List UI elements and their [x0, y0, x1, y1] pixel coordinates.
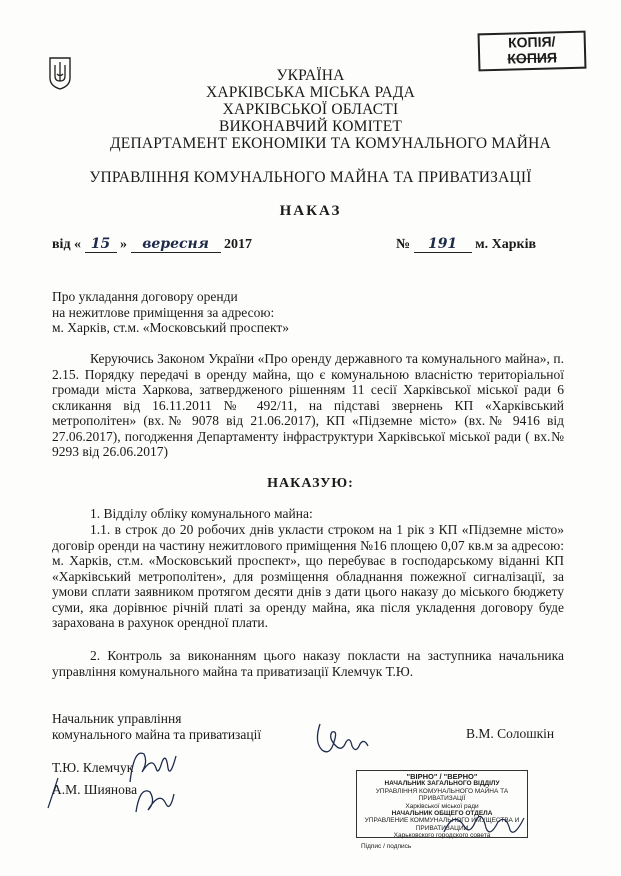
date-day: 15	[85, 236, 117, 253]
header-committee: ВИКОНАВЧИЙ КОМІТЕТ	[218, 118, 403, 135]
order-city: м. Харків	[475, 237, 537, 252]
signatory-title-line2: комунального майна та приватизації	[52, 727, 262, 742]
verify-stamp-line1: "ВІРНО" / "ВЕРНО"	[406, 772, 478, 781]
verify-stamp-line5: НАЧАЛЬНИК ОБЩЕГО ОТДЕЛА	[391, 810, 493, 818]
signatory-name: В.М. Солошкін	[466, 726, 555, 741]
copy-stamp-line1: КОПІЯ/	[507, 33, 556, 51]
subject-line1: Про укладання договору оренди	[52, 289, 238, 304]
director-signature	[312, 716, 372, 760]
header-council: ХАРКІВСЬКА МІСЬКА РАДА	[205, 84, 416, 101]
approval-name-1: Т.Ю. Клемчук	[52, 760, 134, 775]
verify-stamp-line4: Харківської міської ради	[405, 802, 479, 810]
order-number-line	[396, 236, 536, 253]
signatory-title	[52, 711, 261, 743]
copy-stamp-line2: КОПИЯ	[507, 49, 558, 67]
order-title: НАКАЗ	[279, 203, 342, 219]
signatory-title-line1: Начальник управління	[52, 711, 182, 726]
order-number: 191	[414, 236, 472, 253]
verify-stamp-line3: УПРАВЛІННЯ КОМУНАЛЬНОГО МАЙНА ТА ПРИВАТИЗАЦІЇ	[375, 787, 509, 803]
verify-stamp-line6: УПРАВЛЕНИЕ КОММУНАЛЬНОГО ИМУЩЕСТВА И ПРИВАТИЗАЦИИ	[364, 817, 520, 832]
item-1: 1. Відділу обліку комунального майна:	[90, 506, 313, 521]
order-subject	[52, 289, 289, 336]
subject-line3: м. Харків, ст.м. «Московський проспект»	[52, 320, 290, 335]
item-1-1: 1.1. в строк до 20 робочих днів укласти строком на 1 рік з КП «Підземне місто» договір оренди на частину нежитлового приміщення №16 площею 0,07 кв.м за адресою: м. Харків, ст.м. «Московський проспект», що перебуває в господарському віданні КП «Харківський метрополітен», для розміщення обладнання пожежної сигналізації, за умови сплати заявником протягом десяти днів з дати цього наказу до міського бюджету суми, яка дорівнює річній платі за оренду майна, яка після укладення договору буде зарахована в рахунок орендної плати.	[52, 522, 564, 630]
verify-stamp-line2: НАЧАЛЬНИК ЗАГАЛЬНОГО ВІДДІЛУ	[384, 780, 500, 788]
header-country: УКРАЇНА	[276, 67, 345, 84]
order-heading: НАКАЗУЮ:	[267, 476, 354, 491]
verification-signature	[440, 806, 530, 842]
approval-signature-2	[40, 772, 180, 822]
subject-line2: на нежитлове приміщення за адресою:	[52, 304, 275, 320]
header-department: ДЕПАРТАМЕНТ ЕКОНОМІКИ ТА КОМУНАЛЬНОГО МАЙНА	[110, 135, 551, 152]
date-prefix: від «	[52, 237, 82, 252]
verify-stamp-line8: Підпис / подпись	[361, 842, 412, 850]
item-2: 2. Контроль за виконанням цього наказу покласти на заступника начальника управління комунального майна та приватизації Клемчук Т.Ю.	[52, 648, 564, 679]
copy-stamp	[478, 31, 587, 72]
header-region: ХАРКІВСЬКОЇ ОБЛАСТІ	[222, 101, 399, 118]
date-mid: »	[120, 237, 128, 252]
approval-name-2: А.М. Шиянова	[52, 782, 138, 797]
date-year: 2017	[224, 237, 253, 252]
number-prefix: №	[396, 237, 411, 252]
date-month: вересня	[131, 236, 221, 253]
header-directorate: УПРАВЛІННЯ КОМУНАЛЬНОГО МАЙНА ТА ПРИВАТИЗАЦІЇ	[89, 169, 532, 186]
verify-stamp-line7: Харьковского городского совета	[393, 832, 491, 840]
preamble-paragraph: Керуючись Законом України «Про оренду державного та комунального майна», п. 2.15. Порядку передачі в оренду майна, що є комунальною власністю територіальної громади міста Харкова, затвердженого рішенням 11 сесії Харківської міської ради 6 скликання від 16.11.2011 № 492/11, на підставі звернень КП «Харківський метрополітен» (вх.№ 9078 від 21.06.2017), КП «Підземне місто» (вх.№ 9416 від 27.06.2017), погодження Департаменту інфраструктури Харківської міської ради ( вх.№ 9293 від 26.06.2017)	[52, 351, 564, 459]
